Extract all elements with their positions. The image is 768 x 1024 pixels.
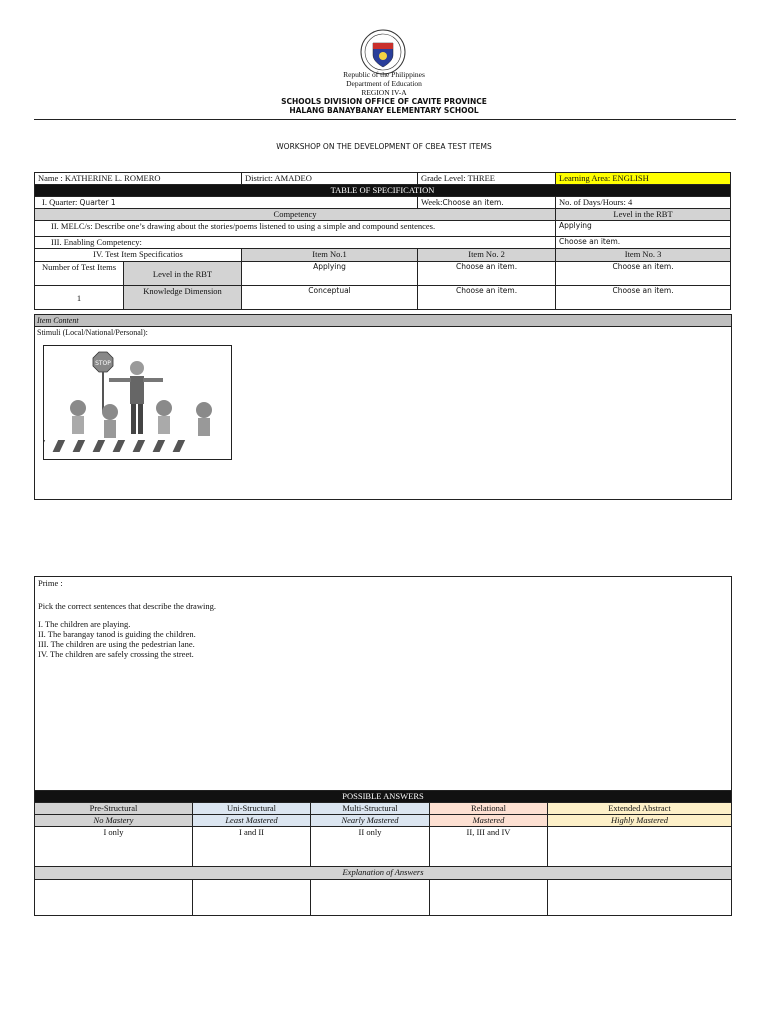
level-pre-structural: Pre-Structural <box>35 803 193 815</box>
level-uni-structural: Uni-Structural <box>193 803 311 815</box>
workshop-title: WORKSHOP ON THE DEVELOPMENT OF CBEA TEST ITEMS <box>276 142 492 151</box>
mastery-highly: Highly Mastered <box>548 815 732 827</box>
melc-level[interactable]: Applying <box>556 221 731 237</box>
num-items-label: Number of Test Items <box>35 262 124 286</box>
week-select[interactable]: Choose an item. <box>442 198 504 207</box>
mastery-least: Least Mastered <box>193 815 311 827</box>
header-region: REGION IV-A <box>361 88 407 97</box>
item1-level[interactable]: Applying <box>242 262 418 286</box>
explanation-cell[interactable] <box>430 880 548 916</box>
prime-label: Prime : <box>38 578 63 588</box>
answer-relational[interactable]: II, III and IV <box>430 827 548 867</box>
quarter-label: I. Quarter: <box>42 197 78 207</box>
header-divider <box>34 119 736 120</box>
stop-sign-text: STOP <box>95 360 111 367</box>
header-block <box>0 70 768 115</box>
explanation-cell[interactable] <box>311 880 430 916</box>
explanation-cell[interactable] <box>548 880 732 916</box>
prime-question: Pick the correct sentences that describe the drawing. <box>38 601 216 611</box>
mastery-mastered: Mastered <box>430 815 548 827</box>
item-content-box <box>34 314 732 500</box>
item1-header: Item No.1 <box>242 249 418 262</box>
level-extended-abstract: Extended Abstract <box>548 803 732 815</box>
answer-uni-structural[interactable]: I and II <box>193 827 311 867</box>
tos-title: TABLE OF SPECIFICATION <box>35 185 731 197</box>
item2-level[interactable]: Choose an item. <box>418 262 556 286</box>
item3-level[interactable]: Choose an item. <box>556 262 731 286</box>
item-content-title: Item Content <box>35 315 731 327</box>
week-cell <box>418 197 556 209</box>
stimulus-image <box>43 345 232 460</box>
specification-table <box>34 172 731 310</box>
answer-pre-structural[interactable]: I only <box>35 827 193 867</box>
enabling-competency: III. Enabling Competency: <box>35 237 556 249</box>
grade-field: Grade Level: THREE <box>418 173 556 185</box>
level-rbt-label: Level in the RBT <box>124 262 242 286</box>
explanation-cell[interactable] <box>35 880 193 916</box>
possible-answers-title: POSSIBLE ANSWERS <box>35 791 732 803</box>
deped-seal-logo <box>360 29 406 75</box>
explanation-cell[interactable] <box>193 880 311 916</box>
level-multi-structural: Multi-Structural <box>311 803 430 815</box>
level-rbt-header: Level in the RBT <box>556 209 731 221</box>
possible-answers-table <box>34 790 732 916</box>
prime-option: I. The children are playing. <box>38 619 131 629</box>
item1-knowledge[interactable]: Conceptual <box>242 286 418 310</box>
mastery-none: No Mastery <box>35 815 193 827</box>
item-count: 1 <box>35 286 124 310</box>
quarter-value[interactable]: Quarter 1 <box>79 198 116 207</box>
item2-knowledge[interactable]: Choose an item. <box>418 286 556 310</box>
prime-box <box>34 576 732 792</box>
stimuli-label: Stimuli (Local/National/Personal): <box>37 328 148 337</box>
answer-extended-abstract[interactable] <box>548 827 732 867</box>
learning-area-field: Learning Area: ENGLISH <box>556 173 731 185</box>
header-division: SCHOOLS DIVISION OFFICE OF CAVITE PROVINCE <box>281 97 487 106</box>
competency-header: Competency <box>35 209 556 221</box>
header-department: Department of Education <box>346 79 422 88</box>
mastery-nearly: Nearly Mastered <box>311 815 430 827</box>
prime-option: III. The children are using the pedestrian lane. <box>38 639 195 649</box>
spec-label: IV. Test Item Specificatios <box>35 249 242 262</box>
item2-header: Item No. 2 <box>418 249 556 262</box>
district-field: District: AMADEO <box>242 173 418 185</box>
header-republic: Republic of the Philippines <box>343 70 425 79</box>
item3-header: Item No. 3 <box>556 249 731 262</box>
name-field: Name : KATHERINE L. ROMERO <box>35 173 242 185</box>
quarter-row <box>35 197 418 209</box>
header-school: HALANG BANAYBANAY ELEMENTARY SCHOOL <box>289 106 479 115</box>
enabling-level[interactable]: Choose an item. <box>556 237 731 249</box>
level-relational: Relational <box>430 803 548 815</box>
days-field: No. of Days/Hours: 4 <box>556 197 731 209</box>
week-label: Week: <box>421 197 443 207</box>
explanation-header: Explanation of Answers <box>35 867 732 880</box>
item3-knowledge[interactable]: Choose an item. <box>556 286 731 310</box>
prime-option: II. The barangay tanod is guiding the children. <box>38 629 196 639</box>
prime-option: IV. The children are safely crossing the street. <box>38 649 194 659</box>
knowledge-label: Knowledge Dimension <box>124 286 242 310</box>
answer-multi-structural[interactable]: II only <box>311 827 430 867</box>
melc-field: II. MELC/s: Describe one’s drawing about the stories/poems listened to using a simple and compound sentences. <box>35 221 556 237</box>
